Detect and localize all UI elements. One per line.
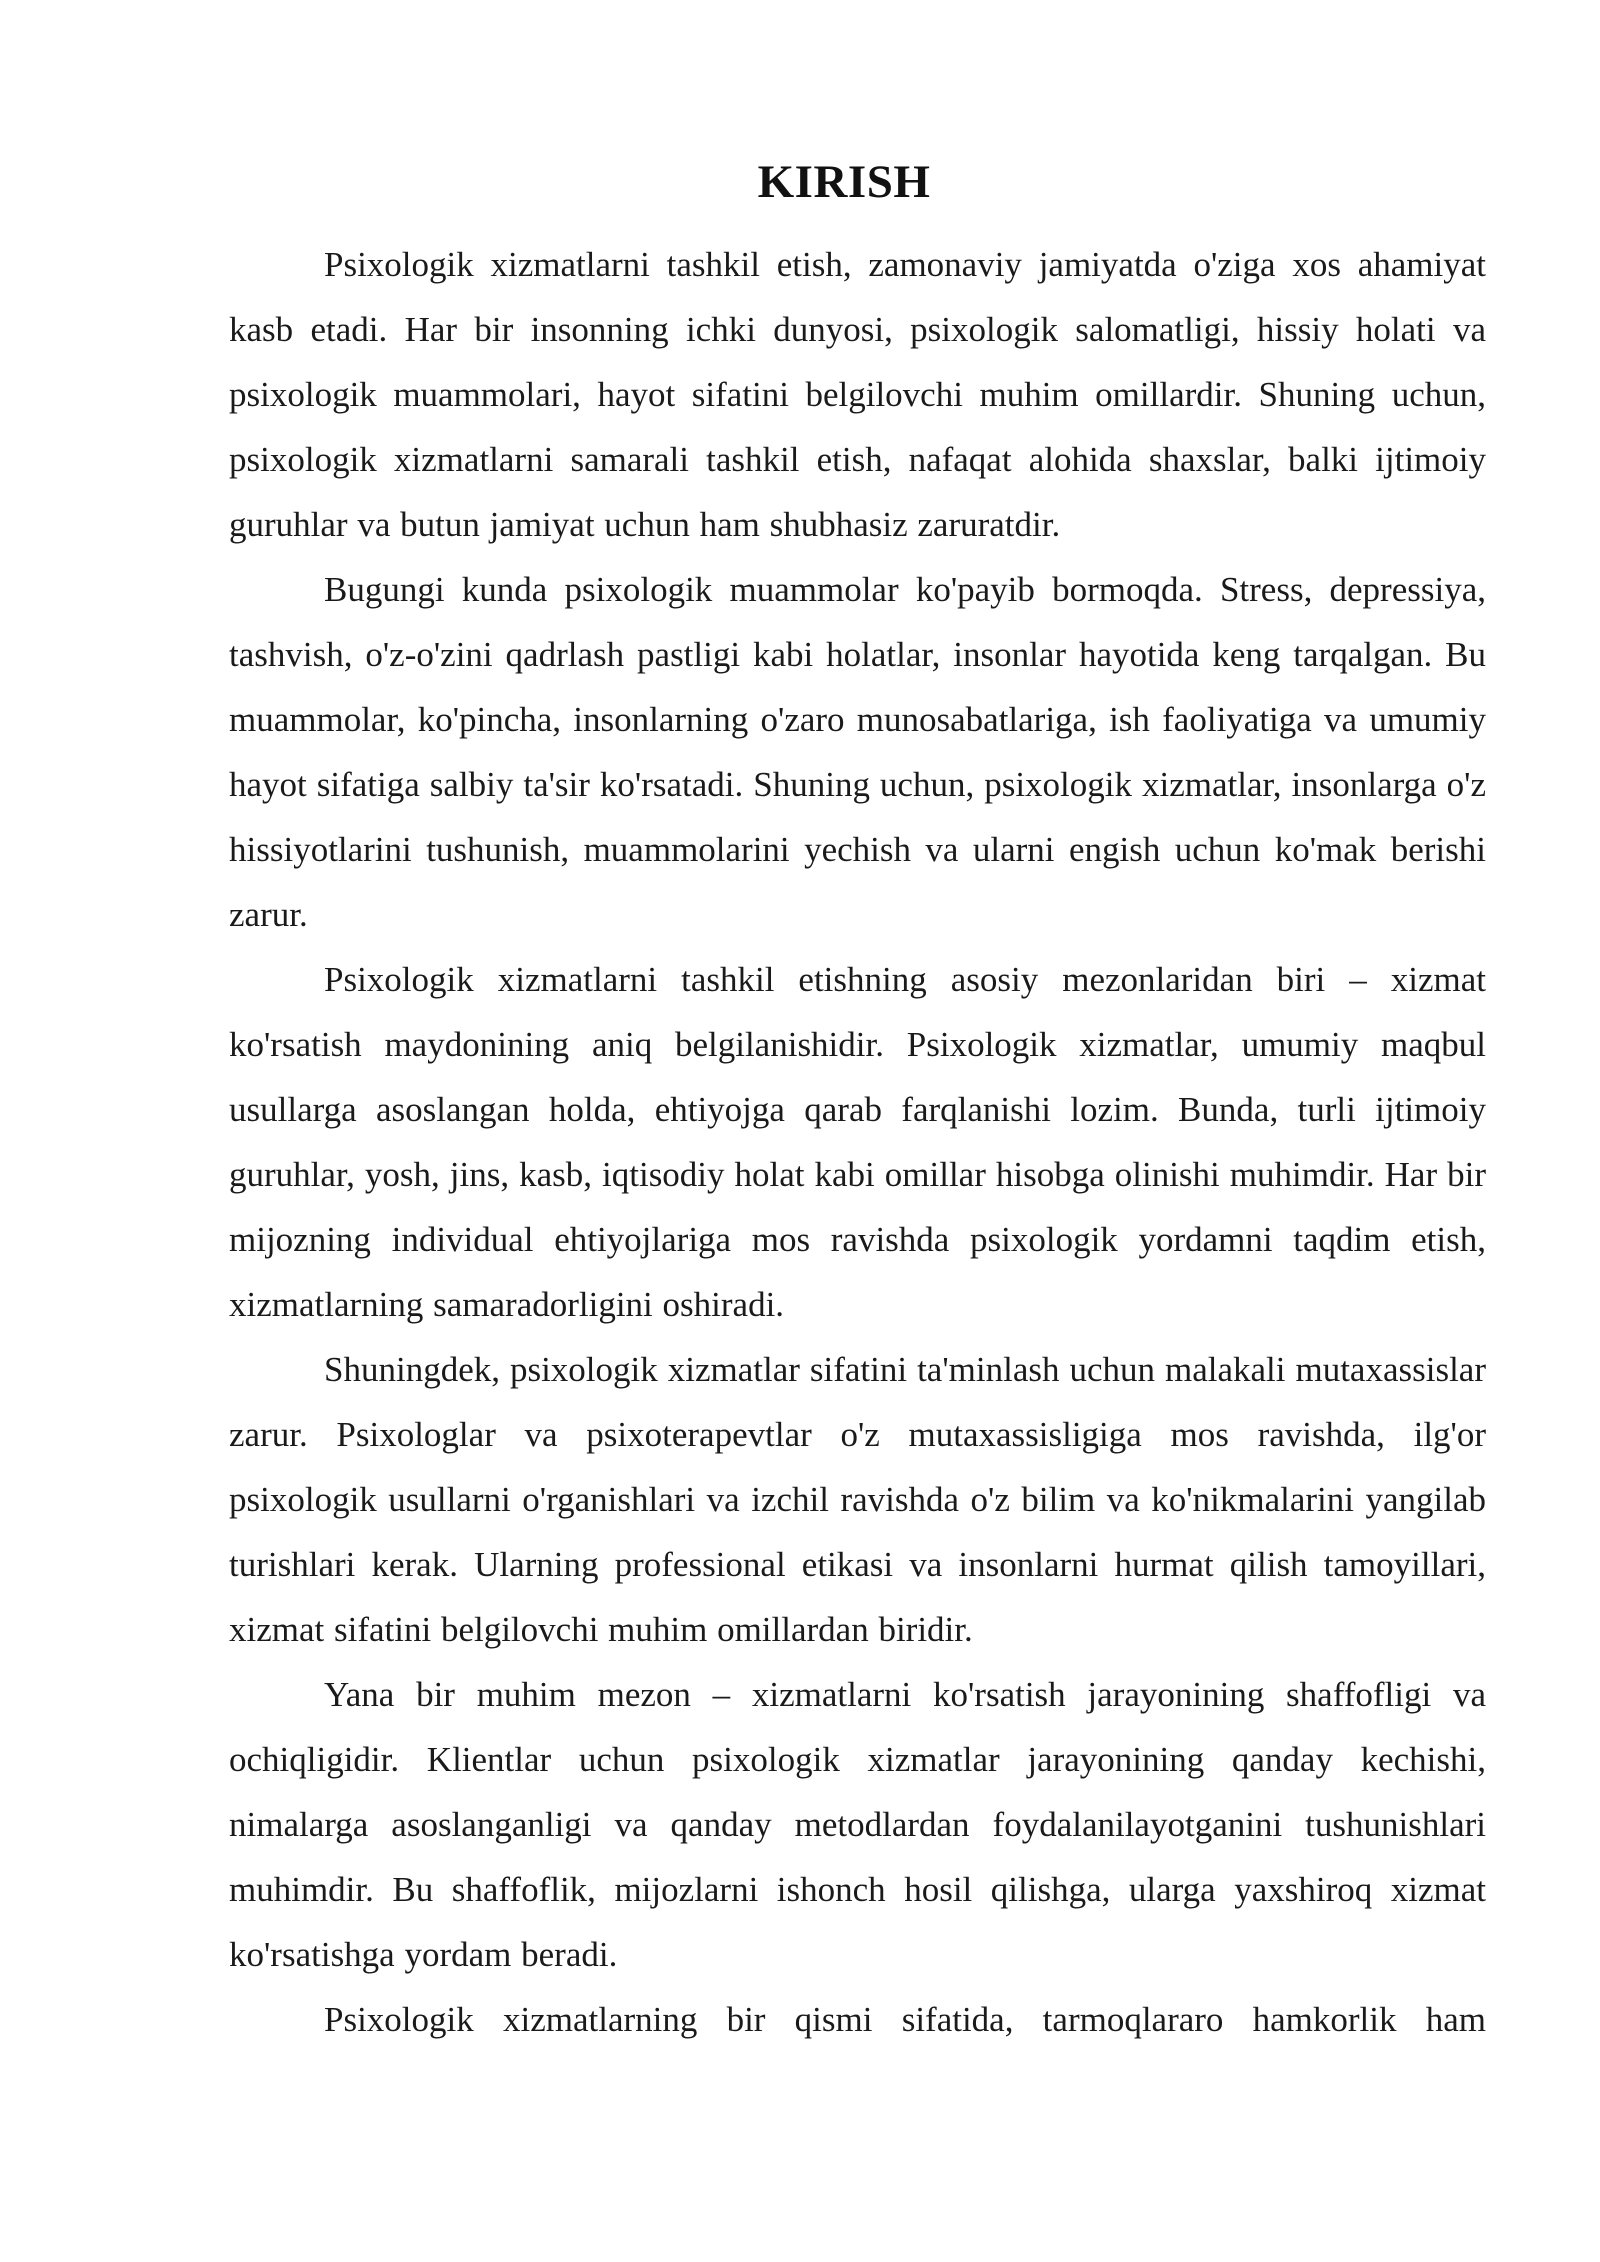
paragraph: Yana bir muhim mezon – xizmatlarni ko'rsatish jarayonining shaffofligi va ochiqligidir. Klientlar uchun psixologik xizmatlar jarayonining qanday kechishi, nimalarga asoslanganligi va qanday metodlardan foydalanilayotganini tushunishlari muhimdir. Bu shaffoflik, mijozlarni ishonch hosil qilishga, ularga yaxshiroq xizmat ko'rsatishga yordam beradi. xyxy=(229,1675,1486,1974)
page-title: KIRISH xyxy=(757,156,931,208)
paragraph-continued: Psixologik xizmatlarning bir qismi sifatida, tarmoqlararo hamkorlik ham xyxy=(324,2000,1486,2039)
paragraph: Shuningdek, psixologik xizmatlar sifatini ta'minlash uchun malakali mutaxassislar zarur. Psixologlar va psixoterapevtlar o'z mutaxassisligiga mos ravishda, ilg'or psixologik usullarni o'rganishlari va izchil ravishda o'z bilim va ko'nikmalarini yangilab turishlari kerak. Ularning professional etikasi va insonlarni hurmat qilish tamoyillari, xizmat sifatini belgilovchi muhim omillardan biridir. xyxy=(229,1350,1486,1649)
paragraph: Psixologik xizmatlarni tashkil etish, zamonaviy jamiyatda o'ziga xos ahamiyat kasb etadi. Har bir insonning ichki dunyosi, psixologik salomatligi, hissiy holati va psixologik muammolari, hayot sifatini belgilovchi muhim omillardir. Shuning uchun, psixologik xizmatlarni samarali tashkil etish, nafaqat alohida shaxslar, balki ijtimoiy guruhlar va butun jamiyat uchun ham shubhasiz zaruratdir. xyxy=(229,245,1486,544)
paragraph: Bugungi kunda psixologik muammolar ko'payib bormoqda. Stress, depressiya, tashvish, o'z-o'zini qadrlash pastligi kabi holatlar, insonlar hayotida keng tarqalgan. Bu muammolar, ko'pincha, insonlarning o'zaro munosabatlariga, ish faoliyatiga va umumiy hayot sifatiga salbiy ta'sir ko'rsatadi. Shuning uchun, psixologik xizmatlar, insonlarga o'z hissiyotlarini tushunish, muammolarini yechish va ularni engish uchun ko'mak berishi zarur. xyxy=(229,570,1486,934)
paragraph: Psixologik xizmatlarni tashkil etishning asosiy mezonlaridan biri – xizmat ko'rsatish maydonining aniq belgilanishidir. Psixologik xizmatlar, umumiy maqbul usullarga asoslangan holda, ehtiyojga qarab farqlanishi lozim. Bunda, turli ijtimoiy guruhlar, yosh, jins, kasb, iqtisodiy holat kabi omillar hisobga olinishi muhimdir. Har bir mijozning individual ehtiyojlariga mos ravishda psixologik yordamni taqdim etish, xizmatlarning samaradorligini oshiradi. xyxy=(229,960,1486,1324)
body-text xyxy=(229,232,1486,2052)
